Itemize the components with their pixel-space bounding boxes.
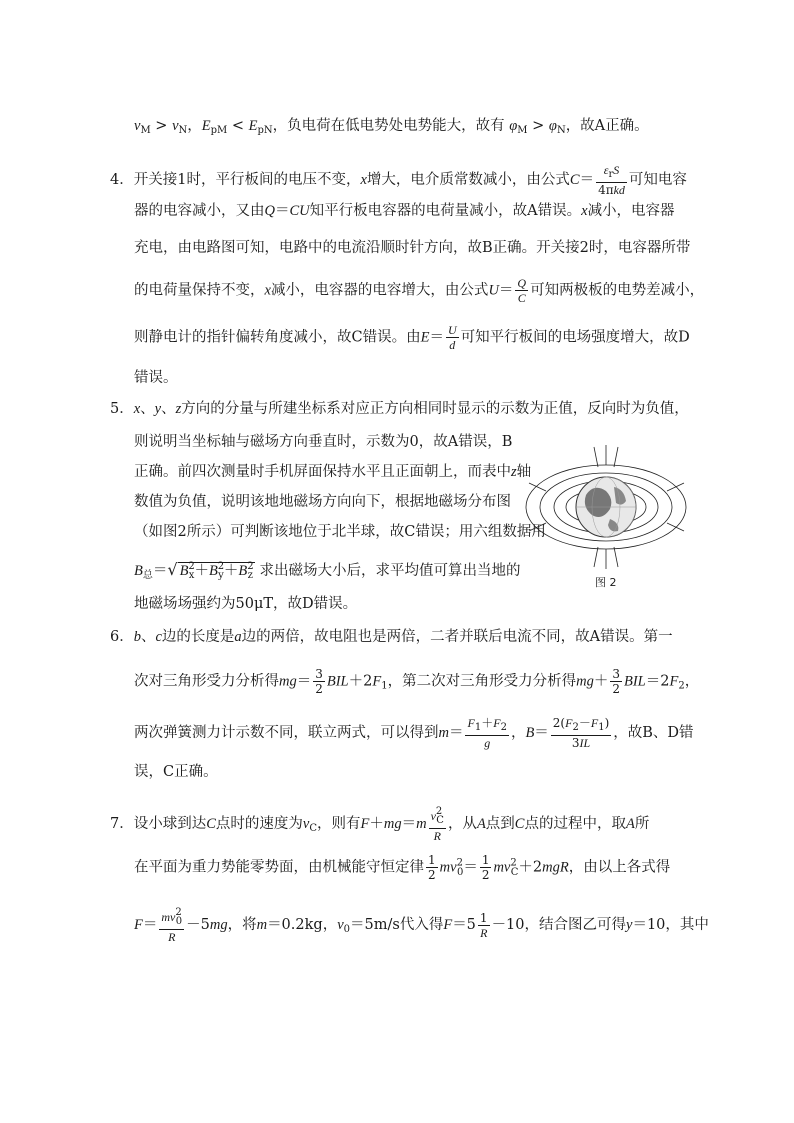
line-9: 正确。前四次测量时手机屏面保持水平且正面朝上，而表中z轴 xyxy=(134,464,532,480)
line-4: 的电荷量保持不变，x减小，电容器的电容增大，由公式U＝ $\frac{Q}{C}$ 可知两极板的电势差减小， xyxy=(134,276,705,305)
line-15: 次对三角形受力分析得mg＝ $\frac{3}{2}$ $BIL+2F_1$，第二次对三角形受力分析得mg＋ $\frac{3}{2}$ $BIL=2F_2$， xyxy=(134,667,700,696)
line-17: 误，C正确。 xyxy=(134,764,218,780)
figure-caption: 图 2 xyxy=(595,576,617,589)
line-11: （如图2所示）可判断该地位于北半球，故C错误；用六组数据用 xyxy=(134,524,546,540)
earth-magnetic-field-diagram xyxy=(524,443,689,571)
line-16: 两次弹簧测力计示数不同，联立两式，可以得到m＝ $\frac{F_1+F_2}{g}$ ，B＝ $\frac{2(F_2-F_1)}{3IL}$ ，故B、D错 xyxy=(134,716,694,750)
line-2: 器的电容减小，又由Q＝CU知平行板电容器的电荷量减小，故A错误。x减小，电容器 xyxy=(134,203,675,219)
line-10: 数值为负值，说明该地地磁场方向向下，根据地磁场分布图 xyxy=(134,494,511,510)
line-12: $B_总=√$ $B^2_x+B^2_y+B^2_z$ 求出磁场大小后，求平均值可算出当地的 xyxy=(134,560,521,581)
line-14: 6．b、c边的长度是a边的两倍，故电阻也是两倍，二者并联后电流不同，故A错误。第一 xyxy=(110,629,673,645)
line-13: 地磁场场强约为50μT，故D错误。 xyxy=(134,596,358,612)
line-8: 则说明当坐标轴与磁场方向垂直时，示数为0，故A错误，B xyxy=(134,434,513,450)
line-18: 7．设小球到达C点时的速度为$v_C$，则有F＋mg＝m $\frac{v^2_C}{R}$ ，从A点到C点的过程中，取A所 xyxy=(110,806,650,843)
line-5: 则静电计的指针偏转角度减小，故C错误。由E＝ $\frac{U}{d}$ 可知平行板间的电场强度增大，故D xyxy=(134,323,690,352)
line-19: 在平面为重力势能零势面，由机械能守恒定律 $\frac{1}{2}$ $mv^2_0=$ $\frac{1}{2}$ $mv^2_C+2mgR$，由以上各式得 xyxy=(134,853,671,882)
line-7: 5．x、y、z方向的分量与所建坐标系对应正方向相同时显示的示数为正值，反向时为负值， xyxy=(110,401,689,417)
line-1: 4．开关接1时，平行板间的电压不变，x增大，电介质常数减小，由公式C＝ $\frac{\varepsilon_rS}{\text{4πkd}}$ 可知电容 xyxy=(110,163,687,197)
line-3: 充电，由电路图可知，电路中的电流沿顺时针方向，故B正确。开关接2时，电容器所带 xyxy=(134,240,691,256)
line-6: 错误。 xyxy=(134,370,178,386)
line-0: $v_M > v_N$，$E_{pM} < E_{pN}$，负电荷在低电势处电势能大，故有 $\varphi_M > \varphi_N$，故A正确。 xyxy=(134,118,649,136)
line-20: F＝ $\frac{mv^2_0}{R}$ －5mg，将m＝0.2kg，$v_0=5m/s$代入得F＝5 $\frac{1}{R}$ －10，结合图乙可得y＝10，其中 xyxy=(134,907,709,944)
